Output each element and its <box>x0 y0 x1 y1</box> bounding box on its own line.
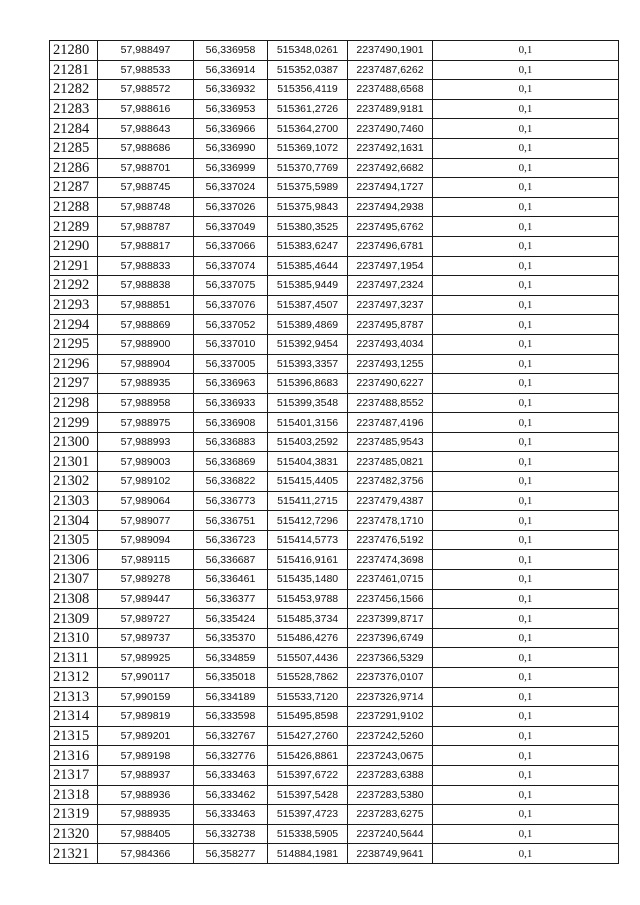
table-row <box>50 785 619 805</box>
cell-y-coordinate: 2237326,9714 <box>348 687 433 707</box>
table-row <box>50 589 619 609</box>
cell-latitude: 57,989819 <box>98 707 194 727</box>
cell-x-coordinate: 515352,0387 <box>268 60 348 80</box>
cell-x-coordinate: 515338,5905 <box>268 824 348 844</box>
cell-latitude: 57,984366 <box>98 844 194 864</box>
cell-longitude: 56,333598 <box>194 707 268 727</box>
table-row <box>50 550 619 570</box>
cell-x-coordinate: 515397,4723 <box>268 805 348 825</box>
cell-latitude: 57,988900 <box>98 334 194 354</box>
cell-x-coordinate: 515369,1072 <box>268 138 348 158</box>
cell-latitude: 57,988904 <box>98 354 194 374</box>
cell-longitude: 56,336933 <box>194 393 268 413</box>
table-row <box>50 432 619 452</box>
cell-y-coordinate: 2237366,5329 <box>348 648 433 668</box>
table-row <box>50 138 619 158</box>
cell-accuracy: 0,1 <box>433 668 619 688</box>
cell-y-coordinate: 2237497,1954 <box>348 256 433 276</box>
table-row <box>50 609 619 629</box>
cell-y-coordinate: 2237478,1710 <box>348 511 433 531</box>
cell-accuracy: 0,1 <box>433 99 619 119</box>
cell-accuracy: 0,1 <box>433 197 619 217</box>
cell-point-number: 21286 <box>50 158 98 178</box>
cell-y-coordinate: 2237283,5380 <box>348 785 433 805</box>
cell-longitude: 56,333462 <box>194 785 268 805</box>
cell-accuracy: 0,1 <box>433 844 619 864</box>
cell-point-number: 21307 <box>50 570 98 590</box>
cell-point-number: 21292 <box>50 276 98 296</box>
cell-x-coordinate: 515411,2715 <box>268 491 348 511</box>
cell-y-coordinate: 2237490,6227 <box>348 374 433 394</box>
cell-accuracy: 0,1 <box>433 491 619 511</box>
cell-latitude: 57,988643 <box>98 119 194 139</box>
cell-accuracy: 0,1 <box>433 452 619 472</box>
cell-longitude: 56,358277 <box>194 844 268 864</box>
cell-accuracy: 0,1 <box>433 824 619 844</box>
cell-accuracy: 0,1 <box>433 413 619 433</box>
cell-longitude: 56,336461 <box>194 570 268 590</box>
table-row <box>50 80 619 100</box>
cell-x-coordinate: 515401,3156 <box>268 413 348 433</box>
cell-latitude: 57,988851 <box>98 295 194 315</box>
cell-y-coordinate: 2237494,1727 <box>348 178 433 198</box>
cell-accuracy: 0,1 <box>433 472 619 492</box>
cell-point-number: 21288 <box>50 197 98 217</box>
cell-longitude: 56,337052 <box>194 315 268 335</box>
cell-accuracy: 0,1 <box>433 60 619 80</box>
cell-latitude: 57,989925 <box>98 648 194 668</box>
table-row <box>50 41 619 61</box>
cell-accuracy: 0,1 <box>433 511 619 531</box>
cell-longitude: 56,336999 <box>194 158 268 178</box>
cell-longitude: 56,337066 <box>194 236 268 256</box>
cell-y-coordinate: 2237493,4034 <box>348 334 433 354</box>
cell-accuracy: 0,1 <box>433 609 619 629</box>
cell-longitude: 56,334859 <box>194 648 268 668</box>
cell-longitude: 56,336908 <box>194 413 268 433</box>
cell-accuracy: 0,1 <box>433 707 619 727</box>
cell-accuracy: 0,1 <box>433 315 619 335</box>
cell-y-coordinate: 2237482,3756 <box>348 472 433 492</box>
cell-x-coordinate: 515485,3734 <box>268 609 348 629</box>
cell-accuracy: 0,1 <box>433 746 619 766</box>
cell-accuracy: 0,1 <box>433 119 619 139</box>
cell-accuracy: 0,1 <box>433 256 619 276</box>
cell-latitude: 57,989737 <box>98 628 194 648</box>
cell-longitude: 56,332767 <box>194 726 268 746</box>
cell-point-number: 21287 <box>50 178 98 198</box>
cell-accuracy: 0,1 <box>433 726 619 746</box>
cell-latitude: 57,988869 <box>98 315 194 335</box>
cell-accuracy: 0,1 <box>433 334 619 354</box>
cell-y-coordinate: 2237243,0675 <box>348 746 433 766</box>
cell-x-coordinate: 515387,4507 <box>268 295 348 315</box>
cell-point-number: 21318 <box>50 785 98 805</box>
cell-accuracy: 0,1 <box>433 236 619 256</box>
cell-point-number: 21308 <box>50 589 98 609</box>
cell-accuracy: 0,1 <box>433 158 619 178</box>
cell-y-coordinate: 2237493,1255 <box>348 354 433 374</box>
cell-x-coordinate: 515397,6722 <box>268 765 348 785</box>
cell-latitude: 57,988958 <box>98 393 194 413</box>
cell-accuracy: 0,1 <box>433 805 619 825</box>
cell-y-coordinate: 2237479,4387 <box>348 491 433 511</box>
cell-point-number: 21314 <box>50 707 98 727</box>
cell-latitude: 57,988993 <box>98 432 194 452</box>
cell-point-number: 21289 <box>50 217 98 237</box>
cell-point-number: 21313 <box>50 687 98 707</box>
cell-latitude: 57,988497 <box>98 41 194 61</box>
table-row <box>50 178 619 198</box>
cell-point-number: 21311 <box>50 648 98 668</box>
cell-point-number: 21302 <box>50 472 98 492</box>
table-row <box>50 530 619 550</box>
table-row <box>50 707 619 727</box>
cell-y-coordinate: 2237492,1631 <box>348 138 433 158</box>
table-row <box>50 276 619 296</box>
cell-accuracy: 0,1 <box>433 687 619 707</box>
table-row <box>50 648 619 668</box>
cell-accuracy: 0,1 <box>433 354 619 374</box>
cell-point-number: 21310 <box>50 628 98 648</box>
cell-x-coordinate: 515415,4405 <box>268 472 348 492</box>
cell-latitude: 57,990159 <box>98 687 194 707</box>
cell-y-coordinate: 2237242,5260 <box>348 726 433 746</box>
table-row <box>50 60 619 80</box>
cell-latitude: 57,988833 <box>98 256 194 276</box>
cell-point-number: 21309 <box>50 609 98 629</box>
cell-point-number: 21300 <box>50 432 98 452</box>
cell-longitude: 56,336914 <box>194 60 268 80</box>
cell-x-coordinate: 515507,4436 <box>268 648 348 668</box>
cell-x-coordinate: 515435,1480 <box>268 570 348 590</box>
cell-latitude: 57,988701 <box>98 158 194 178</box>
cell-y-coordinate: 2237495,6762 <box>348 217 433 237</box>
cell-point-number: 21282 <box>50 80 98 100</box>
cell-y-coordinate: 2237474,3698 <box>348 550 433 570</box>
cell-longitude: 56,333463 <box>194 765 268 785</box>
cell-longitude: 56,337076 <box>194 295 268 315</box>
cell-point-number: 21305 <box>50 530 98 550</box>
cell-longitude: 56,334189 <box>194 687 268 707</box>
table-row <box>50 236 619 256</box>
cell-y-coordinate: 2237283,6388 <box>348 765 433 785</box>
cell-accuracy: 0,1 <box>433 628 619 648</box>
cell-y-coordinate: 2237399,8717 <box>348 609 433 629</box>
cell-latitude: 57,988533 <box>98 60 194 80</box>
cell-y-coordinate: 2237240,5644 <box>348 824 433 844</box>
cell-x-coordinate: 515399,3548 <box>268 393 348 413</box>
cell-x-coordinate: 515486,4276 <box>268 628 348 648</box>
cell-latitude: 57,988935 <box>98 374 194 394</box>
cell-latitude: 57,988572 <box>98 80 194 100</box>
cell-longitude: 56,336990 <box>194 138 268 158</box>
cell-x-coordinate: 515370,7769 <box>268 158 348 178</box>
table-row <box>50 687 619 707</box>
cell-longitude: 56,337075 <box>194 276 268 296</box>
cell-longitude: 56,337010 <box>194 334 268 354</box>
table-row <box>50 334 619 354</box>
cell-y-coordinate: 2237476,5192 <box>348 530 433 550</box>
cell-latitude: 57,988937 <box>98 765 194 785</box>
table-row <box>50 158 619 178</box>
cell-x-coordinate: 515385,9449 <box>268 276 348 296</box>
cell-longitude: 56,332738 <box>194 824 268 844</box>
cell-accuracy: 0,1 <box>433 785 619 805</box>
cell-latitude: 57,989077 <box>98 511 194 531</box>
cell-y-coordinate: 2237396,6749 <box>348 628 433 648</box>
table-row <box>50 393 619 413</box>
cell-y-coordinate: 2237461,0715 <box>348 570 433 590</box>
cell-latitude: 57,988935 <box>98 805 194 825</box>
cell-point-number: 21298 <box>50 393 98 413</box>
cell-latitude: 57,989094 <box>98 530 194 550</box>
cell-longitude: 56,336773 <box>194 491 268 511</box>
table-row <box>50 452 619 472</box>
cell-y-coordinate: 2237487,6262 <box>348 60 433 80</box>
cell-x-coordinate: 515416,9161 <box>268 550 348 570</box>
cell-longitude: 56,337049 <box>194 217 268 237</box>
cell-y-coordinate: 2237488,6568 <box>348 80 433 100</box>
cell-x-coordinate: 515453,9788 <box>268 589 348 609</box>
table-row <box>50 570 619 590</box>
table-row <box>50 374 619 394</box>
table-row <box>50 256 619 276</box>
cell-y-coordinate: 2237456,1566 <box>348 589 433 609</box>
cell-accuracy: 0,1 <box>433 570 619 590</box>
cell-y-coordinate: 2237376,0107 <box>348 668 433 688</box>
cell-latitude: 57,989115 <box>98 550 194 570</box>
cell-y-coordinate: 2237497,3237 <box>348 295 433 315</box>
cell-point-number: 21304 <box>50 511 98 531</box>
cell-longitude: 56,336723 <box>194 530 268 550</box>
cell-longitude: 56,336869 <box>194 452 268 472</box>
cell-y-coordinate: 2237494,2938 <box>348 197 433 217</box>
cell-accuracy: 0,1 <box>433 41 619 61</box>
cell-longitude: 56,336377 <box>194 589 268 609</box>
cell-longitude: 56,336751 <box>194 511 268 531</box>
cell-longitude: 56,332776 <box>194 746 268 766</box>
cell-latitude: 57,988817 <box>98 236 194 256</box>
cell-latitude: 57,989727 <box>98 609 194 629</box>
cell-longitude: 56,335018 <box>194 668 268 688</box>
cell-x-coordinate: 515528,7862 <box>268 668 348 688</box>
cell-latitude: 57,988787 <box>98 217 194 237</box>
cell-latitude: 57,988405 <box>98 824 194 844</box>
cell-longitude: 56,336822 <box>194 472 268 492</box>
cell-accuracy: 0,1 <box>433 80 619 100</box>
cell-point-number: 21312 <box>50 668 98 688</box>
cell-latitude: 57,989278 <box>98 570 194 590</box>
cell-y-coordinate: 2237495,8787 <box>348 315 433 335</box>
cell-latitude: 57,988975 <box>98 413 194 433</box>
table-row <box>50 315 619 335</box>
cell-point-number: 21295 <box>50 334 98 354</box>
cell-point-number: 21296 <box>50 354 98 374</box>
cell-y-coordinate: 2237497,2324 <box>348 276 433 296</box>
cell-latitude: 57,989003 <box>98 452 194 472</box>
cell-x-coordinate: 515380,3525 <box>268 217 348 237</box>
cell-longitude: 56,336958 <box>194 41 268 61</box>
cell-x-coordinate: 515396,8683 <box>268 374 348 394</box>
cell-accuracy: 0,1 <box>433 374 619 394</box>
cell-longitude: 56,335370 <box>194 628 268 648</box>
cell-point-number: 21306 <box>50 550 98 570</box>
cell-x-coordinate: 514884,1981 <box>268 844 348 864</box>
cell-longitude: 56,337026 <box>194 197 268 217</box>
cell-y-coordinate: 2237490,7460 <box>348 119 433 139</box>
table-row <box>50 99 619 119</box>
cell-x-coordinate: 515533,7120 <box>268 687 348 707</box>
cell-accuracy: 0,1 <box>433 217 619 237</box>
cell-x-coordinate: 515426,8861 <box>268 746 348 766</box>
table-row <box>50 295 619 315</box>
coordinates-table <box>49 40 619 864</box>
cell-x-coordinate: 515375,9843 <box>268 197 348 217</box>
cell-latitude: 57,988748 <box>98 197 194 217</box>
cell-latitude: 57,988936 <box>98 785 194 805</box>
cell-x-coordinate: 515348,0261 <box>268 41 348 61</box>
cell-latitude: 57,989198 <box>98 746 194 766</box>
cell-x-coordinate: 515495,8598 <box>268 707 348 727</box>
table-row <box>50 511 619 531</box>
cell-y-coordinate: 2237492,6682 <box>348 158 433 178</box>
cell-accuracy: 0,1 <box>433 765 619 785</box>
cell-y-coordinate: 2237490,1901 <box>348 41 433 61</box>
cell-y-coordinate: 2237487,4196 <box>348 413 433 433</box>
cell-x-coordinate: 515364,2700 <box>268 119 348 139</box>
cell-y-coordinate: 2237489,9181 <box>348 99 433 119</box>
cell-x-coordinate: 515393,3357 <box>268 354 348 374</box>
table-row <box>50 119 619 139</box>
cell-x-coordinate: 515427,2760 <box>268 726 348 746</box>
cell-point-number: 21315 <box>50 726 98 746</box>
cell-longitude: 56,337024 <box>194 178 268 198</box>
cell-x-coordinate: 515412,7296 <box>268 511 348 531</box>
cell-latitude: 57,988838 <box>98 276 194 296</box>
table-row <box>50 844 619 864</box>
cell-longitude: 56,337005 <box>194 354 268 374</box>
table-row <box>50 628 619 648</box>
cell-latitude: 57,988616 <box>98 99 194 119</box>
table-row <box>50 413 619 433</box>
cell-accuracy: 0,1 <box>433 295 619 315</box>
cell-y-coordinate: 2237496,6781 <box>348 236 433 256</box>
cell-point-number: 21297 <box>50 374 98 394</box>
table-row <box>50 217 619 237</box>
table-row <box>50 354 619 374</box>
cell-point-number: 21316 <box>50 746 98 766</box>
cell-latitude: 57,990117 <box>98 668 194 688</box>
cell-y-coordinate: 2237488,8552 <box>348 393 433 413</box>
cell-longitude: 56,333463 <box>194 805 268 825</box>
cell-y-coordinate: 2238749,9641 <box>348 844 433 864</box>
coordinates-table-body <box>50 41 619 864</box>
cell-point-number: 21320 <box>50 824 98 844</box>
cell-longitude: 56,337074 <box>194 256 268 276</box>
cell-latitude: 57,988745 <box>98 178 194 198</box>
cell-accuracy: 0,1 <box>433 178 619 198</box>
table-row <box>50 491 619 511</box>
table-row <box>50 668 619 688</box>
cell-y-coordinate: 2237485,0821 <box>348 452 433 472</box>
cell-accuracy: 0,1 <box>433 550 619 570</box>
cell-point-number: 21321 <box>50 844 98 864</box>
cell-x-coordinate: 515414,5773 <box>268 530 348 550</box>
cell-latitude: 57,989064 <box>98 491 194 511</box>
cell-longitude: 56,336966 <box>194 119 268 139</box>
cell-x-coordinate: 515392,9454 <box>268 334 348 354</box>
table-row <box>50 765 619 785</box>
cell-y-coordinate: 2237291,9102 <box>348 707 433 727</box>
cell-x-coordinate: 515361,2726 <box>268 99 348 119</box>
cell-latitude: 57,988686 <box>98 138 194 158</box>
cell-latitude: 57,989102 <box>98 472 194 492</box>
cell-longitude: 56,336932 <box>194 80 268 100</box>
cell-point-number: 21285 <box>50 138 98 158</box>
cell-point-number: 21303 <box>50 491 98 511</box>
cell-point-number: 21281 <box>50 60 98 80</box>
cell-accuracy: 0,1 <box>433 276 619 296</box>
cell-accuracy: 0,1 <box>433 530 619 550</box>
cell-point-number: 21317 <box>50 765 98 785</box>
cell-x-coordinate: 515383,6247 <box>268 236 348 256</box>
table-row <box>50 805 619 825</box>
cell-point-number: 21290 <box>50 236 98 256</box>
cell-point-number: 21291 <box>50 256 98 276</box>
cell-point-number: 21299 <box>50 413 98 433</box>
cell-longitude: 56,336963 <box>194 374 268 394</box>
cell-y-coordinate: 2237485,9543 <box>348 432 433 452</box>
cell-longitude: 56,336687 <box>194 550 268 570</box>
cell-x-coordinate: 515397,5428 <box>268 785 348 805</box>
cell-x-coordinate: 515375,5989 <box>268 178 348 198</box>
cell-latitude: 57,989201 <box>98 726 194 746</box>
cell-accuracy: 0,1 <box>433 589 619 609</box>
cell-point-number: 21284 <box>50 119 98 139</box>
cell-point-number: 21301 <box>50 452 98 472</box>
cell-accuracy: 0,1 <box>433 648 619 668</box>
cell-point-number: 21280 <box>50 41 98 61</box>
cell-point-number: 21319 <box>50 805 98 825</box>
cell-x-coordinate: 515403,2592 <box>268 432 348 452</box>
cell-x-coordinate: 515385,4644 <box>268 256 348 276</box>
cell-latitude: 57,989447 <box>98 589 194 609</box>
cell-x-coordinate: 515404,3831 <box>268 452 348 472</box>
cell-point-number: 21283 <box>50 99 98 119</box>
cell-longitude: 56,335424 <box>194 609 268 629</box>
cell-point-number: 21294 <box>50 315 98 335</box>
table-row <box>50 197 619 217</box>
cell-y-coordinate: 2237283,6275 <box>348 805 433 825</box>
cell-longitude: 56,336953 <box>194 99 268 119</box>
cell-point-number: 21293 <box>50 295 98 315</box>
cell-longitude: 56,336883 <box>194 432 268 452</box>
table-row <box>50 472 619 492</box>
cell-accuracy: 0,1 <box>433 393 619 413</box>
cell-x-coordinate: 515389,4869 <box>268 315 348 335</box>
cell-accuracy: 0,1 <box>433 138 619 158</box>
cell-accuracy: 0,1 <box>433 432 619 452</box>
cell-x-coordinate: 515356,4119 <box>268 80 348 100</box>
table-row <box>50 746 619 766</box>
table-row <box>50 726 619 746</box>
table-row <box>50 824 619 844</box>
